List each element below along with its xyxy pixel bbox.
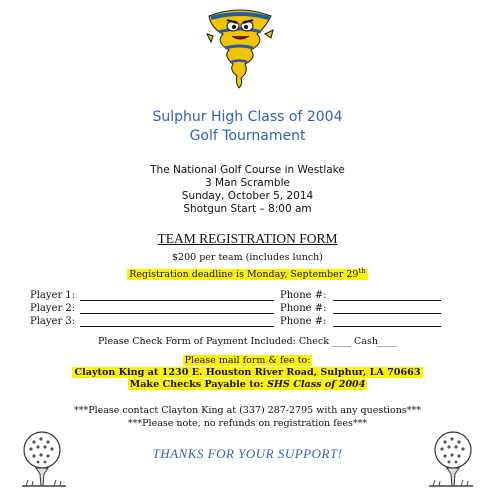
payable-name: SHS Class of 2004 [266,379,366,390]
event-format: 3 Man Scramble [205,177,290,189]
player-2-label: Player 2: [30,303,76,314]
player-1-name-field[interactable] [80,290,274,301]
deadline-suffix: th [358,267,366,275]
player-3-label: Player 3: [30,316,76,327]
deadline-highlight [127,269,368,280]
event-start-time: Shotgun Start – 8:00 am [183,203,312,215]
event-venue: The National Golf Course in Westlake [150,164,345,176]
payment-line: Please Check Form of Payment Included: Check ____ Cash____ [98,336,397,347]
player-row-1 [30,289,75,302]
deadline-text: Registration deadline is Monday, September 29 [129,269,359,281]
mail-address: Clayton King at 1230 E. Houston River Road, Sulphur, LA 70663 [74,367,421,378]
player-3-name-field[interactable] [80,316,274,327]
phone-2-field[interactable] [333,303,441,314]
event-date: Sunday, October 5, 2014 [181,190,314,202]
player-1-label: Player 1: [30,290,76,301]
refund-note: ***Please note, no refunds on registration fees*** [127,418,368,429]
price-text: $200 per team (includes lunch) [172,252,323,263]
thanks-footer: THANKS FOR YOUR SUPPORT! [152,446,343,461]
mail-line-3 [0,379,495,391]
title-line-1: Sulphur High Class of 2004 [152,109,343,125]
phone-1-field[interactable] [333,290,441,301]
player-row-2 [30,302,75,315]
player-row-3 [30,315,75,328]
tornado-mascot-icon [205,6,275,90]
mail-line-1 [0,355,495,367]
mail-line-2 [0,367,495,379]
title-line-2: Golf Tournament [189,128,306,144]
deadline-line [0,265,495,281]
contact-note: ***Please contact Clayton King at (337) 287-2795 with any questions*** [73,405,422,416]
payable-prefix: Make Checks Payable to: [129,379,267,390]
phone-1-label: Phone #: [280,290,327,301]
player-2-name-field[interactable] [80,303,274,314]
mail-instruction: Please mail form & fee to: [184,355,311,366]
phone-3-label: Phone #: [280,316,327,327]
payable-line [128,379,368,390]
phone-2-label: Phone #: [280,303,327,314]
form-heading: TEAM REGISTRATION FORM [157,231,338,246]
phone-3-field[interactable] [333,316,441,327]
